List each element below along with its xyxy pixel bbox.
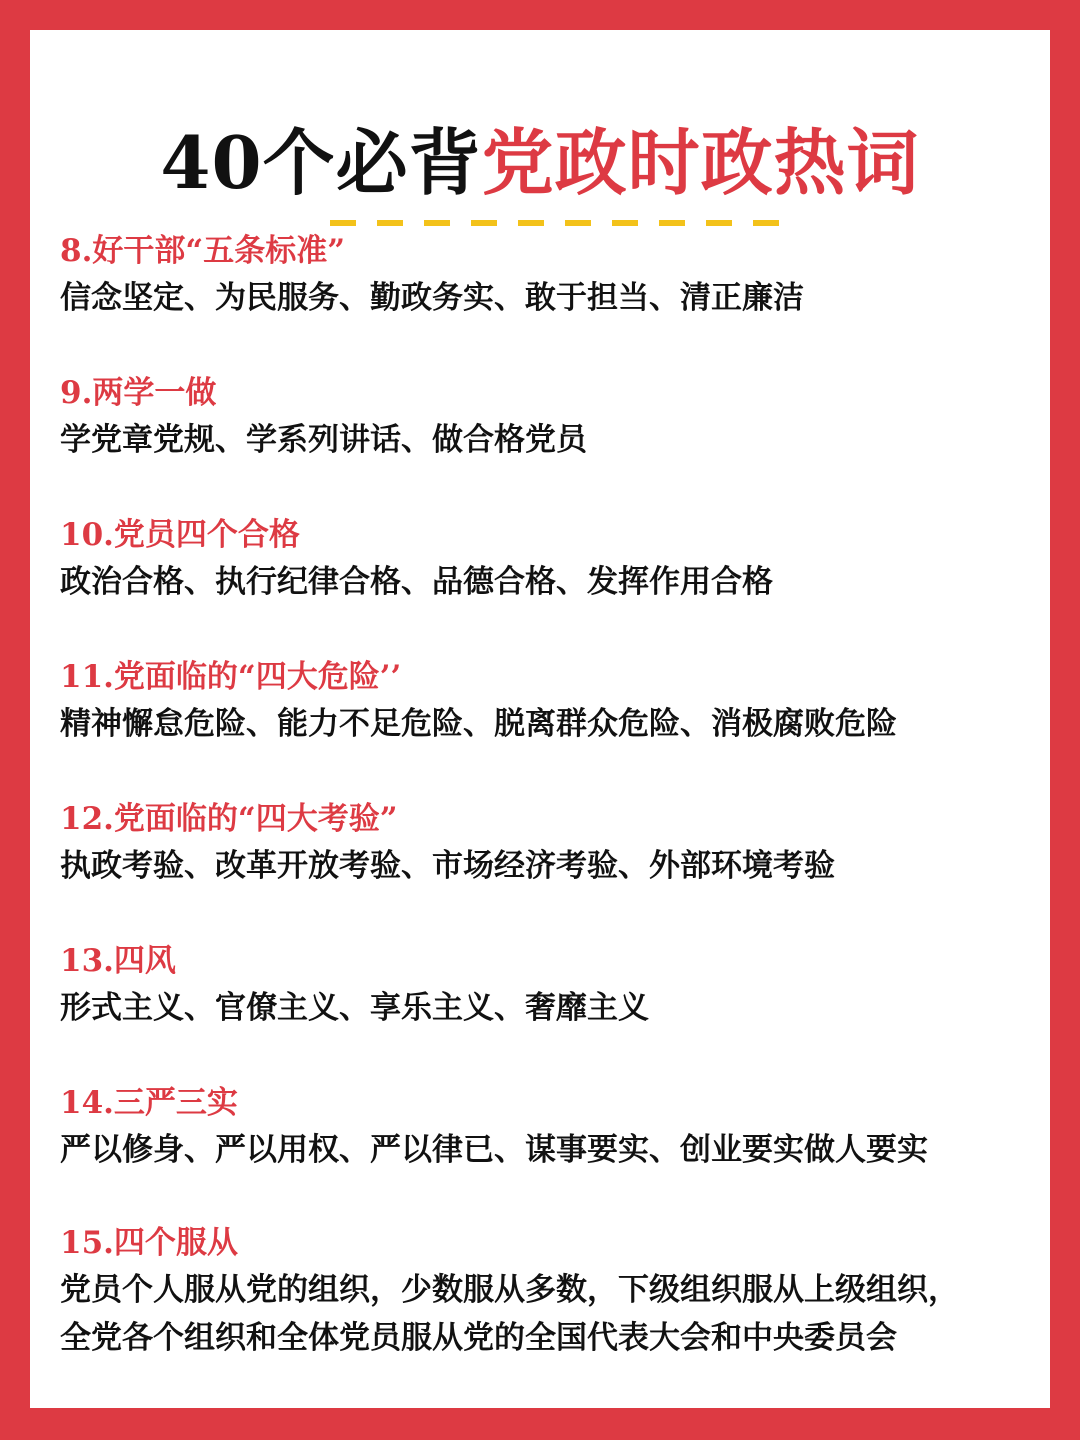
item-body: 全党各个组织和全体党员服从党的全国代表大会和中央委员会 (60, 1320, 897, 1356)
list-item (60, 1220, 1030, 1362)
item-body: 信念坚定、为民服务、勤政务实、敢于担当、清正廉洁 (60, 280, 804, 316)
item-body: 学党章党规、学系列讲话、做合格党员 (60, 422, 587, 458)
list-item (60, 938, 1030, 1032)
item-heading: 15.四个服从 (60, 1225, 238, 1261)
item-body: 党员个人服从党的组织，少数服从多数，下级组织服从上级组织， (60, 1272, 959, 1308)
item-body: 严以修身、严以用权、严以律已、谋事要实、创业要实做人要实 (60, 1132, 928, 1168)
list-item (60, 796, 1030, 890)
item-heading: 14.三严三实 (60, 1085, 238, 1121)
page-title (160, 118, 919, 208)
title-area (30, 118, 1050, 208)
item-heading: 10.党员四个合格 (60, 517, 300, 553)
list-item (60, 228, 1030, 322)
item-heading: 12.党面临的“四大考验” (60, 801, 398, 837)
item-heading: 11.党面临的“四大危险’’ (60, 659, 402, 695)
item-body: 形式主义、官僚主义、享乐主义、奢靡主义 (60, 990, 649, 1026)
list-item (60, 654, 1030, 748)
title-black-part: 40个必背 (160, 120, 482, 205)
item-body: 执政考验、改革开放考验、市场经济考验、外部环境考验 (60, 848, 835, 884)
title-dashed-underline (330, 220, 780, 226)
item-body: 精神懈怠危险、能力不足危险、脱离群众危险、消极腐败危险 (60, 706, 897, 742)
list-item (60, 512, 1030, 606)
item-heading: 13.四风 (60, 943, 176, 979)
title-red-part: 党政时政热词 (481, 120, 920, 205)
item-heading: 9.两学一做 (60, 375, 217, 411)
list-item (60, 370, 1030, 464)
item-heading: 8.好干部“五条标准” (60, 233, 346, 269)
list-item (60, 1080, 1030, 1174)
term-list (60, 228, 1030, 1362)
item-body: 政治合格、执行纪律合格、品德合格、发挥作用合格 (60, 564, 773, 600)
